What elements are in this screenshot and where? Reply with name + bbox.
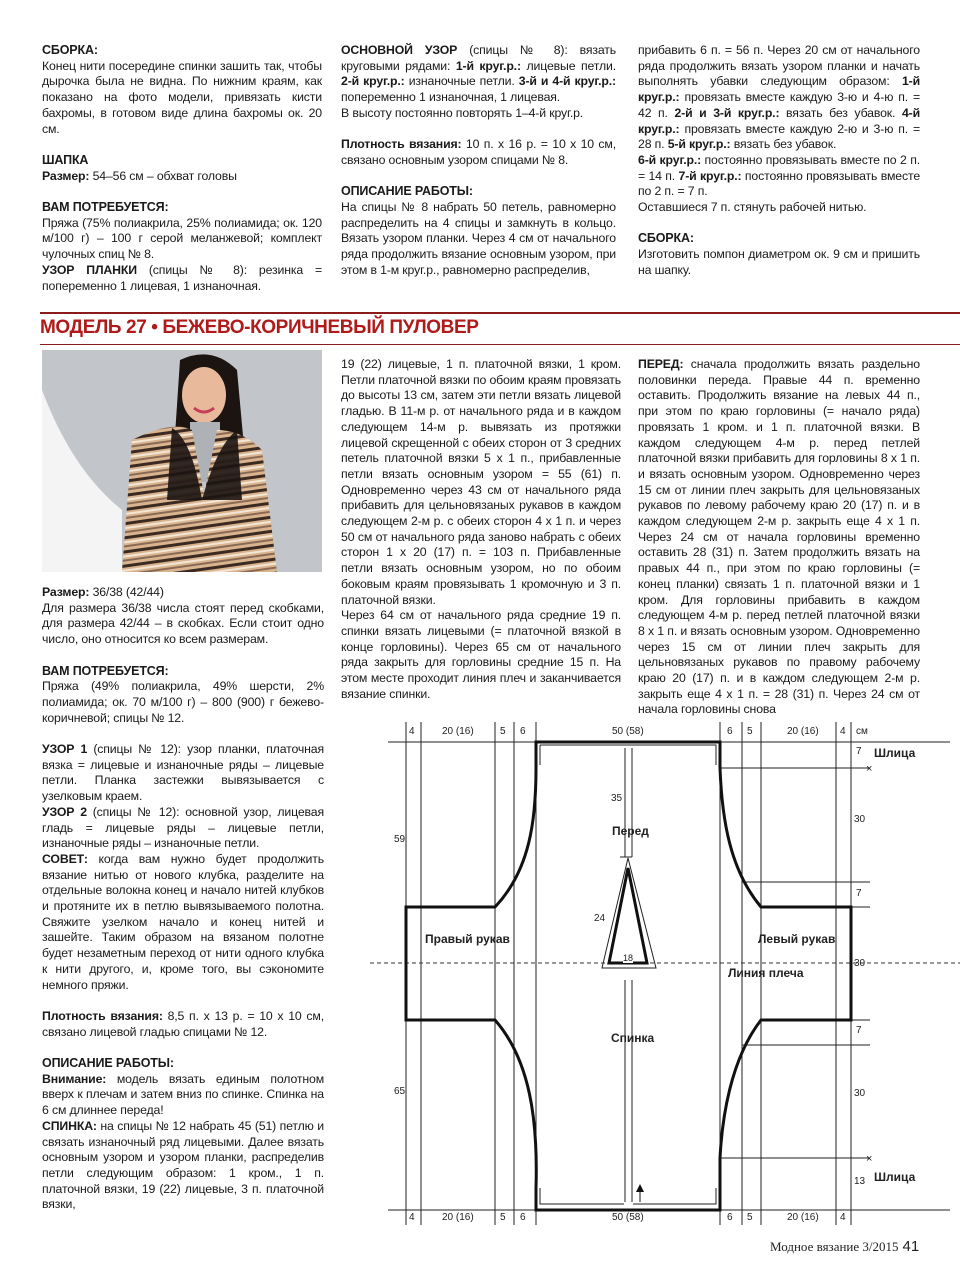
round-7-label: 7-й круг.р.: xyxy=(678,168,742,183)
dim-right-0: 7 xyxy=(856,746,862,757)
page-number: 41 xyxy=(902,1238,920,1255)
desc-text: На спицы № 8 набрать 50 петель, равномерно распределить на 4 спицы и замкнуть в кольцо. Вязать узором планки. Через 4 см от начального ряда продолжить вязание основным узором, при этом в 1-м круг.р., равномерно распределив, xyxy=(341,200,616,277)
needs-heading: ВАМ ПОТРЕБУЕТСЯ: xyxy=(42,200,169,214)
dim-right-4: 7 xyxy=(856,1025,862,1036)
dim-bottom-4: 50 (58) xyxy=(612,1212,644,1223)
assembly-text: Конец нити посередине спинки зашить так, чтобы дырочка была не видна. По нижним краям, как показано на фото модели, привязать кисти бахромы, в готовом виде длина бахромы ок. 20 см. xyxy=(42,58,322,136)
rib-text: (спицы № 8): резинка = попеременно 1 лицевая, 1 изнаночная. xyxy=(42,262,323,293)
label-front: Перед xyxy=(612,824,649,838)
gauge-text: 8,5 п. х 13 р. = 10 х 10 см, связано лицевой гладью спицами № 12. xyxy=(42,1008,324,1039)
schematic-drawing xyxy=(370,720,960,1240)
round-1-label: 1-й круг.р.: xyxy=(455,58,521,73)
needs-text: Пряжа (49% полиакрила, 49% шерсти, 2% полиамида; ок. 70 м/100 г) – 800 (900) г бежево-коричневой; спицы № 12. xyxy=(42,679,324,725)
round-4-label: 4-й круг.р.: xyxy=(638,105,920,136)
decrease-instructions xyxy=(638,43,920,153)
round-5-text: вязать без убавок. xyxy=(730,137,837,152)
desc-heading: ОПИСАНИЕ РАБОТЫ: xyxy=(341,184,473,199)
pattern-2-label: УЗОР 2 xyxy=(42,804,87,819)
pattern-2 xyxy=(42,805,324,852)
round-6-text: постоянно провязывать вместе по 2 п. = 14 п. xyxy=(638,152,920,183)
label-slit-bottom: Шлица xyxy=(874,1170,916,1184)
size-note: Для размера 36/38 числа стоят перед скобками, для размера 42/44 – в скобках. Если стоит одно число, оно относится ко всем размерам. xyxy=(42,600,324,647)
dim-bottom-3: 6 xyxy=(520,1212,526,1223)
svg-text:×: × xyxy=(866,1153,873,1165)
rounds-6-7 xyxy=(638,153,920,200)
dim-bottom-0: 4 xyxy=(409,1212,415,1223)
model-photo xyxy=(42,350,322,572)
page-footer xyxy=(770,1238,919,1255)
main-pattern-label: ОСНОВНОЙ УЗОР xyxy=(341,43,458,57)
rib-pattern xyxy=(42,263,322,294)
needs-text: Пряжа (75% полиакрила, 25% полиамида; ок. 120 м/100 г) – 100 г серой меланжевой; комплект чулочных спиц № 8. xyxy=(42,215,322,262)
dim-bottom-1: 20 (16) xyxy=(442,1212,474,1223)
round-23-text: вязать без убавок. xyxy=(779,105,902,120)
gauge-text: 10 п. х 16 р. = 10 х 10 см, связано основным узором спицами № 8. xyxy=(341,137,616,167)
dim-right-5: 30 xyxy=(854,1088,866,1099)
dim-top-7: 20 (16) xyxy=(787,726,819,737)
dim-neck-depth: 35 xyxy=(611,793,623,804)
neck-back: Через 64 см от начального ряда средние 19 п. спинки вязать лицевыми (= платочной вязкой в конце горловины). Через 65 см от начального ряда закрыть для горловины средние 15 п. На этом месте проходит линия плеч и заканчивается вязание спинки. xyxy=(341,608,621,701)
dim-top-4: 50 (58) xyxy=(612,726,644,737)
back-text: на спицы № 12 набрать 45 (51) петлю и связать изнаночный ряд лицевыми. Далее вязать основным узором и узором планки, распределив петли следующим образом: 1 кром., 1 п. платочной вязки, 19 (22) лицевые, 3 п. платочной вязки, xyxy=(42,1118,324,1212)
round-2-label: 2-й круг.р.: xyxy=(341,74,405,89)
magazine-name: Модное вязание 3/2015 xyxy=(770,1239,899,1254)
round-34-label: 3-й и 4-й круг.р.: xyxy=(518,74,616,89)
pattern-2-text: (спицы № 12): основной узор, лицевая гладь = лицевые ряды – лицевые петли, изнаночные ряды – изнаночные петли. xyxy=(42,804,324,851)
size-value: 54–56 см – обхват головы xyxy=(89,168,237,183)
dim-top-6: 5 xyxy=(747,726,753,737)
remaining-text: Оставшиеся 7 п. стянуть рабочей нитью. xyxy=(638,200,867,215)
dim-neck-width: 18 xyxy=(623,953,634,963)
back-continued: 19 (22) лицевые, 1 п. платочной вязки, 1 кром. Петли платочной вязки по обоим краям провязать до высоты 13 см, затем эти петли вязать лицевой гладью. В 11-м р. от начального ряда и в каждом следующем 14-м р. вывязать из протяжки лицевой скрещенной с обеих сторон от 3 средних петель платочной вязки 5 х 1 п., прибавленные петли вязать основным узором = 55 (61) п. Одновременно через 43 см от начального ряда прибавить для цельновязаных рукавов в каждом следующем 2-м р. с обеих сторон 4 х 1 п. и через 50 см от начального ряда заново набрать с обеих сторон 1 х 20 (17) п. = 103 п. Прибавленные петли вязать основным узором, но по обоим боковым краям провязывать 1 кромочную и 3 п. платочной вязки. xyxy=(341,357,621,607)
dim-right-3: 30 xyxy=(854,958,866,969)
hat-heading: ШАПКА xyxy=(42,152,89,167)
round-1-text: провязать вместе каждую 3-ю и 4-ю п. = 42 п. xyxy=(638,90,920,120)
round-1-text: лицевые петли. xyxy=(520,58,616,73)
pattern-1 xyxy=(42,742,324,805)
size-label: Размер: xyxy=(42,585,90,599)
dim-top-1: 20 (16) xyxy=(442,726,474,737)
dim-bottom-8: 4 xyxy=(840,1212,846,1223)
dim-top-8: 4 xyxy=(840,726,846,737)
round-7-text: постоянно провязывать вместе по 2 п. = 7 п. xyxy=(638,168,921,199)
hat-column-3 xyxy=(638,43,920,279)
dim-top-5: 6 xyxy=(727,726,733,737)
dim-bottom-7: 20 (16) xyxy=(787,1212,819,1223)
size-value: 36/38 (42/44) xyxy=(89,585,164,599)
dim-top-3: 6 xyxy=(520,726,526,737)
pattern-1-label: УЗОР 1 xyxy=(42,742,88,756)
hat-column-2 xyxy=(341,43,616,279)
decrease-intro: прибавить 6 п. = 56 п. Через 20 см от начального ряда продолжить вязать узором планки и начать выполнять убавки следующим образом: xyxy=(638,43,920,89)
dim-right-1: 30 xyxy=(854,814,866,825)
dim-top-unit: см xyxy=(856,726,868,737)
model-photo-image xyxy=(42,350,322,572)
model-title-bar xyxy=(40,312,960,345)
needs-heading: ВАМ ПОТРЕБУЕТСЯ: xyxy=(42,663,169,678)
dim-top-0: 4 xyxy=(409,726,415,737)
dim-neck-side: 24 xyxy=(594,913,606,924)
size-label: Размер: xyxy=(42,168,90,183)
hat-column-1 xyxy=(42,43,322,294)
back-label: СПИНКА: xyxy=(42,1118,97,1133)
desc-heading: ОПИСАНИЕ РАБОТЫ: xyxy=(42,1056,174,1071)
model-column-right xyxy=(638,357,920,718)
pattern-1-text: (спицы № 12): узор планки, платочная вязка = лицевые и изнаночные ряды – лицевые петли. Планка застежки вывязывается с узелковым краем. xyxy=(42,742,324,804)
main-pattern xyxy=(341,43,616,106)
dim-right-6: 13 xyxy=(854,1176,866,1187)
label-right-sleeve: Правый рукав xyxy=(425,932,510,946)
model-column-middle xyxy=(341,357,621,702)
main-pattern-text: (спицы № 8): вязать круговыми рядами: xyxy=(341,43,616,73)
gauge xyxy=(42,1009,324,1040)
rib-label: УЗОР ПЛАНКИ xyxy=(42,262,137,277)
front-instructions xyxy=(638,357,920,718)
round-2-text: изнаночные петли. xyxy=(404,74,519,89)
attention xyxy=(42,1072,324,1119)
label-slit-top: Шлица xyxy=(874,746,916,760)
label-left-sleeve: Левый рукав xyxy=(758,932,836,946)
attention-label: Внимание: xyxy=(42,1071,107,1086)
gauge-label: Плотность вязания: xyxy=(42,1008,163,1023)
tip-text: когда вам нужно будет продолжить вязание нитью от нового клубка, разделите на отдельные волокна конец и начало нитей клубков и протяните их в петлю вывязываемого полотна. Свяжите узелком начало и конец нитей и зашейте. Таким образом на вязаном полотне будет незаметным переход от нити одного клубка к нити другого, и, кроме того, вы сэкономите немного пряжи. xyxy=(42,851,324,992)
model-title: МОДЕЛЬ 27 • БЕЖЕВО-КОРИЧНЕВЫЙ ПУЛОВЕР xyxy=(40,317,479,338)
label-shoulder-line: Линия плеча xyxy=(728,966,804,980)
gauge-label: Плотность вязания: xyxy=(341,137,462,152)
dim-bottom-6: 5 xyxy=(747,1212,753,1223)
attention-text: модель вязать единым полотном вверх к плечам и затем вниз по спинке. Спинка на 6 см длиннее переда! xyxy=(42,1071,324,1118)
model-size xyxy=(42,585,324,601)
round-6-label: 6-й круг.р.: xyxy=(638,152,702,167)
gauge xyxy=(341,137,616,168)
svg-text:×: × xyxy=(866,763,873,775)
dim-right-2: 7 xyxy=(856,888,862,899)
dim-bottom-2: 5 xyxy=(500,1212,506,1223)
dim-left-back: 65 xyxy=(394,1086,406,1097)
pattern-schematic xyxy=(370,720,960,1240)
model-column-left xyxy=(42,585,324,1213)
round-1-label: 1-й круг.р.: xyxy=(638,74,920,105)
tip xyxy=(42,852,324,993)
repeat-text: В высоту постоянно повторять 1–4-й круг.р. xyxy=(341,105,584,120)
round-34-text: попеременно 1 изнаночная, 1 лицевая. xyxy=(341,90,561,105)
tip-label: СОВЕТ: xyxy=(42,851,88,866)
assembly-text-2: Изготовить помпон диаметром ок. 9 см и пришить на шапку. xyxy=(638,247,920,277)
back-instructions xyxy=(42,1119,324,1213)
dim-left-front: 59 xyxy=(394,834,406,845)
dim-top-2: 5 xyxy=(500,726,506,737)
label-back: Спинка xyxy=(611,1031,655,1045)
round-23-label: 2-й и 3-й круг.р.: xyxy=(674,105,780,120)
round-5-label: 5-й круг.р.: xyxy=(667,137,731,152)
round-4-text: провязать вместе каждую 2-ю и 3-ю п. = 28 п. xyxy=(638,121,920,152)
front-label: ПЕРЕД: xyxy=(638,357,684,371)
front-text: сначала продолжить вязать раздельно половинки переда. Правые 44 п. временно оставить. Продолжить вязание на левых 44 п., при этом по краю горловины (= начало ряда) провязать 1 кром. и 1 п. платочной вязки. В каждом следующем 4-м р. перед петлей платочной вязки прибавить для горловины 8 х 1 п. и вязать основным узором. Одновременно через 15 см от линии плеч закрыть для цельновязаных рукавов по левому рабочему краю 20 (17) п. и в каждом следующем 2-м р. закрыть еще 4 х 1 п. Через 24 см от начала горловины временно оставить 28 (31) п. Затем продолжить вязать на правых 44 п., при этом по краю горловины (= конец планки) связать 1 п. платочной вязки и 1 кром. Для горловины прибавить в каждом следующем 4-м р. перед петлей платочной вязки 8 х 1 п. и вязать основным узором. Одновременно через 15 см от линии плеч закрыть для цельновязаных рукавов по правому рабочему краю 20 (17) п. и в каждом следующем 2-м р. закрыть еще 4 х 1 п. = 28 (31) п. Через 24 см от начала горловины снова xyxy=(638,357,920,717)
assembly-heading: СБОРКА: xyxy=(42,43,98,57)
dim-bottom-5: 6 xyxy=(727,1212,733,1223)
hat-size xyxy=(42,169,322,185)
assembly-heading-2: СБОРКА: xyxy=(638,231,694,246)
